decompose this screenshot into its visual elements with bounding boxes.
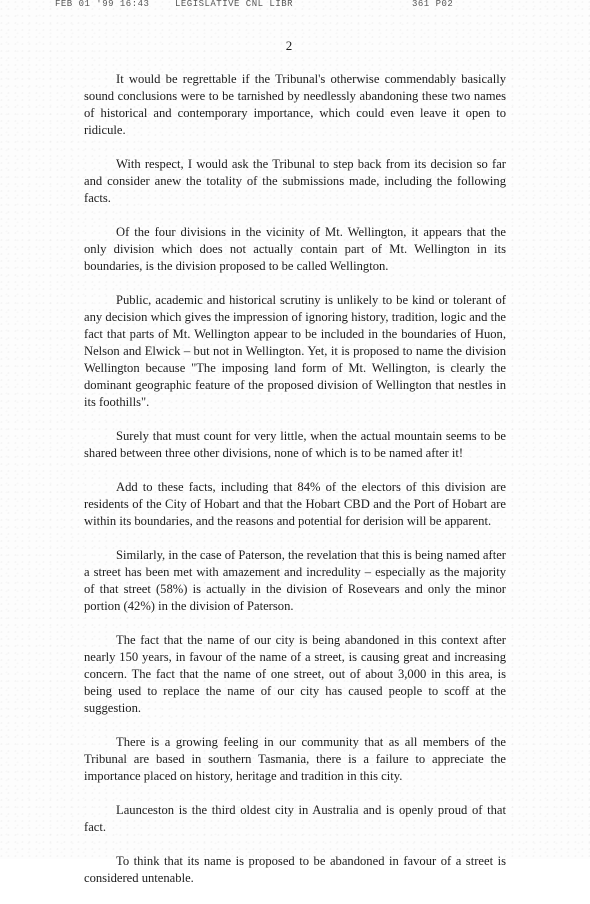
paragraph: Add to these facts, including that 84% of the electors of this division are residents of the City of Hobart and that the Hobart CBD and the Port of Hobart are within its boundaries, and the reasons and potential for derision will be apparent. (84, 480, 506, 528)
fax-date: FEB 01 '99 16:43 (55, 0, 150, 9)
paragraph: It would be regrettable if the Tribunal's otherwise commendably basically sound conclusions were to be tarnished by needlessly abandoning these two names of historical and contemporary importance, which could even leave it open to ridicule. (84, 72, 506, 137)
paragraph: The fact that the name of our city is being abandoned in this context after nearly 150 years, in favour of the name of a street, is causing great and increasing concern. The fact that the name of one street, out of about 3,000 in this area, is being used to replace the name of our city has caused people to scoff at the suggestion. (84, 633, 506, 715)
letter-body (84, 71, 506, 904)
paragraph: Public, academic and historical scrutiny is unlikely to be kind or tolerant of any decision which gives the impression of ignoring history, tradition, logic and the fact that parts of Mt. Wellington appear to be included in the boundaries of Huon, Nelson and Elwick – but not in Wellington. Yet, it is proposed to name the division Wellington because "The imposing land form of Mt. Wellington, is clearly the dominant geographic feature of the proposed division of Wellington that nestles in its foothills". (84, 293, 506, 409)
paragraph: There is a growing feeling in our community that as all members of the Tribunal are based in southern Tasmania, there is a failure to appreciate the importance placed on history, heritage and tradition in this city. (84, 735, 506, 783)
paragraph: With respect, I would ask the Tribunal to step back from its decision so far and consider anew the totality of the submissions made, including the following facts. (84, 157, 506, 205)
fax-sender: LEGISLATIVE CNL LIBR (175, 0, 294, 9)
paragraph: Similarly, in the case of Paterson, the revelation that this is being named after a street has been met with amazement and incredulity – especially as the majority of that street (58%) is actually in the division of Rosevears and only the minor portion (42%) in the division of Paterson. (84, 548, 506, 613)
page-number: 2 (285, 38, 293, 53)
paragraph: To think that its name is proposed to be abandoned in favour of a street is considered untenable. (84, 854, 506, 885)
fax-header (0, 0, 590, 12)
fax-page-ref: 361 P02 (412, 0, 454, 9)
paragraph: Launceston is the third oldest city in Australia and is openly proud of that fact. (84, 803, 506, 834)
paragraph: Surely that must count for very little, when the actual mountain seems to be shared between three other divisions, none of which is to be named after it! (84, 429, 506, 460)
paragraph: Of the four divisions in the vicinity of Mt. Wellington, it appears that the only division which does not actually contain part of Mt. Wellington in its boundaries, is the division proposed to be called Wellington. (84, 225, 506, 273)
